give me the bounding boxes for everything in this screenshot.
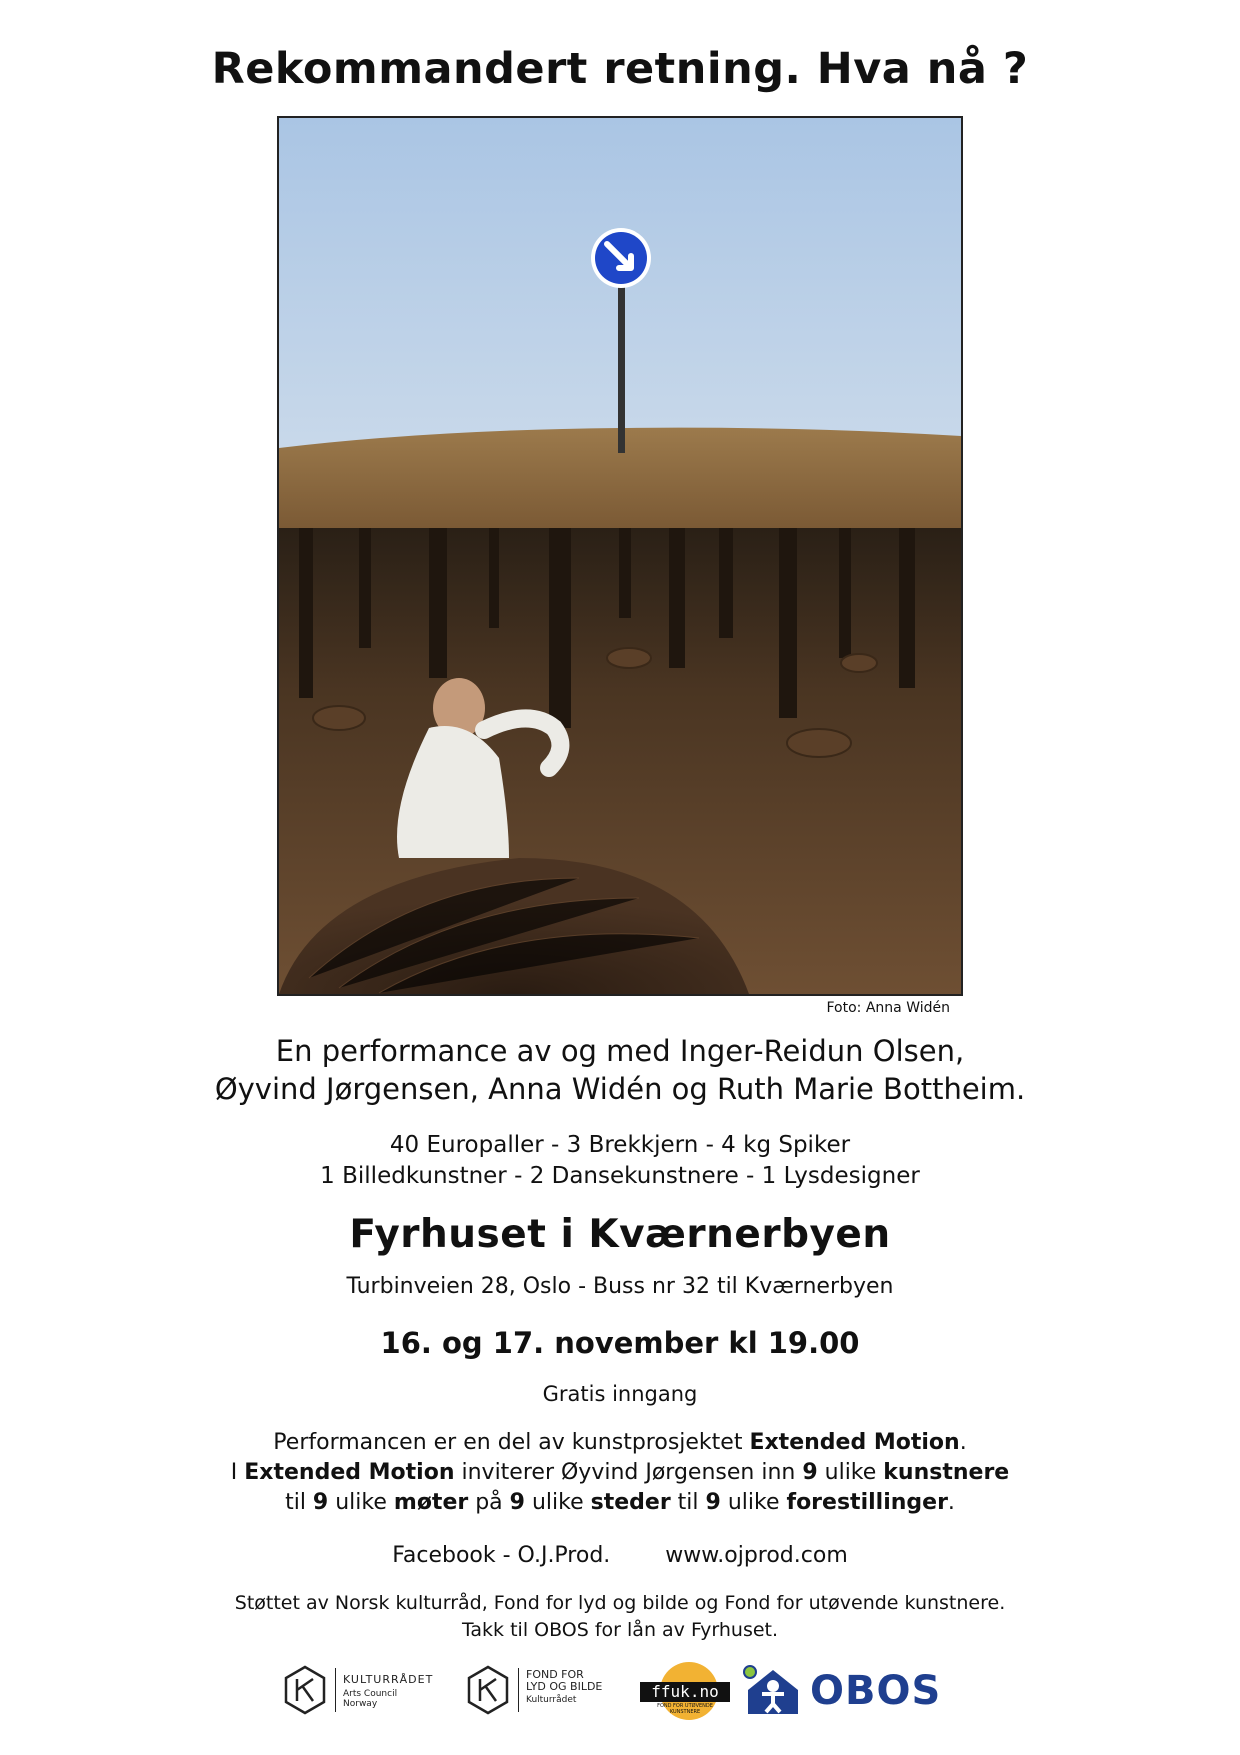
entry-info: Gratis inngang: [542, 1382, 698, 1406]
sponsor-logos: [0, 1660, 1240, 1730]
facts-text: [0, 1130, 1240, 1192]
facebook-link[interactable]: Facebook - O.J.Prod.: [392, 1543, 611, 1568]
fond-lyd-bilde-logo: FOND FOR LYD OG BILDE Kulturrådet: [466, 1660, 626, 1720]
contact-info: [0, 1543, 1240, 1568]
poster-title: Rekommandert retning. Hva nå ?: [211, 44, 1029, 94]
intro-line-2: Øyvind Jørgensen, Anna Widén og Ruth Marie Bottheim.: [214, 1072, 1026, 1106]
poster-photo: [277, 116, 963, 996]
kulturradet-logo: KULTURRÅDET Arts Council Norway: [283, 1660, 453, 1720]
support-text: [0, 1590, 1240, 1644]
event-dates: 16. og 17. november kl 19.00: [380, 1326, 860, 1360]
website-link[interactable]: www.ojprod.com: [665, 1543, 848, 1568]
intro-text: [0, 1032, 1240, 1108]
facts-line-2: 1 Billedkunstner - 2 Dansekunstnere - 1 Lysdesigner: [320, 1163, 920, 1189]
support-line-1: Støttet av Norsk kulturråd, Fond for lyd og bilde og Fond for utøvende kunstnere.: [234, 1592, 1006, 1614]
project-line-2: I Extended Motion inviterer Øyvind Jørgensen inn 9 ulike kunstnere: [230, 1460, 1010, 1485]
project-description: [0, 1428, 1240, 1518]
facts-line-1: 40 Europaller - 3 Brekkjern - 4 kg Spiker: [389, 1132, 851, 1158]
ffuk-logo: ffuk.no FOND FOR UTØVENDE KUNSTNERE: [638, 1660, 733, 1720]
obos-logo: OBOS: [740, 1660, 970, 1720]
fond-emblem-icon: [466, 1665, 510, 1715]
intro-line-1: En performance av og med Inger-Reidun Olsen,: [275, 1034, 965, 1068]
venue-address: Turbinveien 28, Oslo - Buss nr 32 til Kværnerbyen: [346, 1274, 894, 1299]
support-line-2: Takk til OBOS for lån av Fyrhuset.: [461, 1619, 779, 1641]
venue-name: Fyrhuset i Kværnerbyen: [349, 1212, 891, 1257]
photo-credit: Foto: Anna Widén: [826, 1000, 950, 1016]
project-line-3: til 9 ulike møter på 9 ulike steder til 9 ulike forestillinger.: [285, 1490, 955, 1515]
obos-house-icon: [740, 1664, 806, 1718]
kulturradet-emblem-icon: [283, 1665, 327, 1715]
project-line-1: Performancen er en del av kunstprosjektet Extended Motion.: [273, 1430, 967, 1455]
